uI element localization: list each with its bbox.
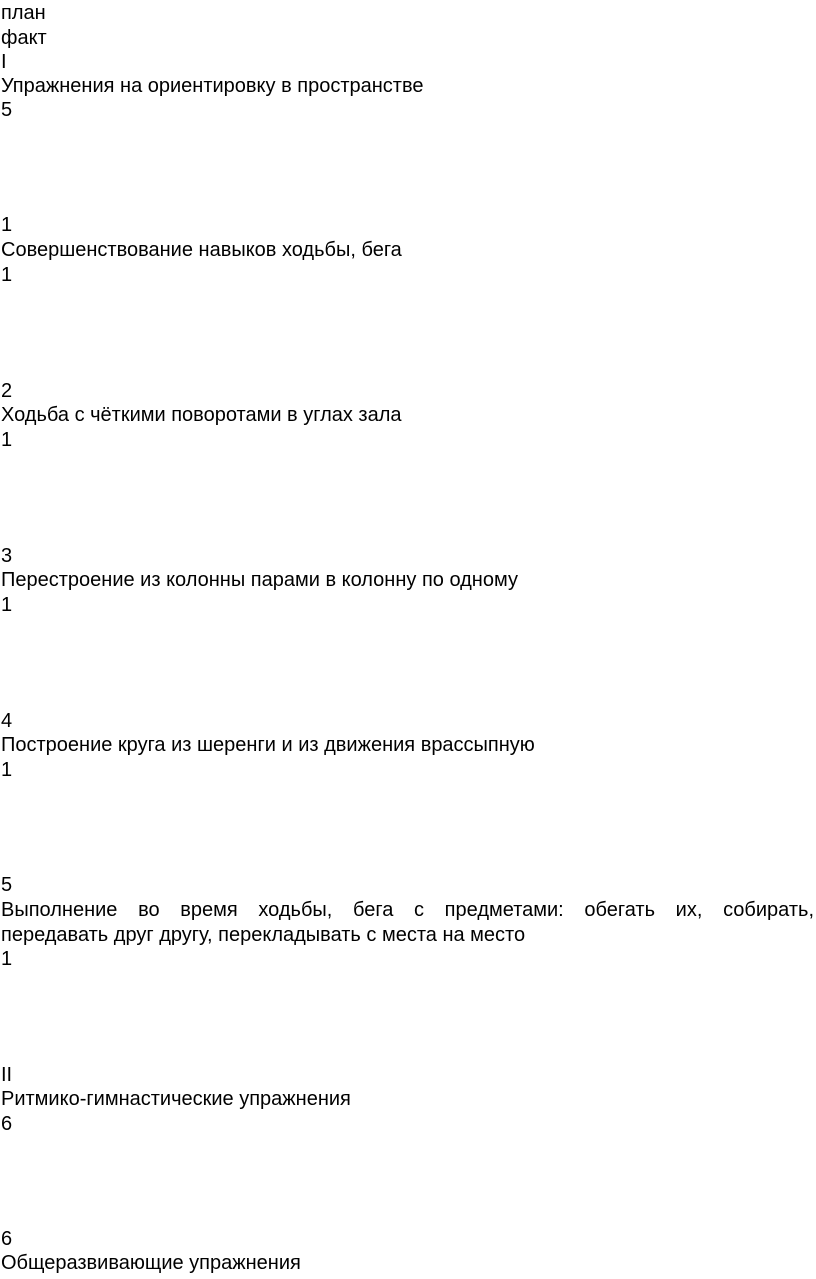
row-title: Ходьба с чёткими поворотами в углах зала xyxy=(1,404,402,426)
row-number: 1 xyxy=(1,214,13,236)
row-title: Перестроение из колонны парами в колонну по одному xyxy=(1,569,518,591)
section-numeral: II xyxy=(1,1064,13,1086)
section-title: Упражнения на ориентировку в пространстве xyxy=(1,75,424,97)
row-title: Выполнение во время ходьбы, бега с предметами: обегать их, собирать, xyxy=(1,899,814,921)
section-hours: 5 xyxy=(1,99,13,121)
section-numeral: I xyxy=(1,51,7,73)
row-number: 4 xyxy=(1,710,13,732)
fact-label: факт xyxy=(1,27,47,49)
row-title: Общеразвивающие упражнения xyxy=(1,1252,301,1274)
row-number: 5 xyxy=(1,874,13,896)
plan-label: план xyxy=(1,2,46,24)
section-title: Ритмико-гимнастические упражнения xyxy=(1,1088,351,1110)
row-hours: 1 xyxy=(1,759,13,781)
row-hours: 1 xyxy=(1,429,13,451)
row-title-continued: передавать друг другу, перекладывать с места на место xyxy=(1,924,526,946)
row-number: 3 xyxy=(1,545,13,567)
row-number: 2 xyxy=(1,380,13,402)
row-hours: 1 xyxy=(1,594,13,616)
row-title: Совершенствование навыков ходьбы, бега xyxy=(1,239,402,261)
row-title: Построение круга из шеренги и из движения врассыпную xyxy=(1,734,535,756)
row-hours: 1 xyxy=(1,264,13,286)
row-number: 6 xyxy=(1,1228,13,1250)
section-hours: 6 xyxy=(1,1113,13,1135)
row-hours: 1 xyxy=(1,948,13,970)
